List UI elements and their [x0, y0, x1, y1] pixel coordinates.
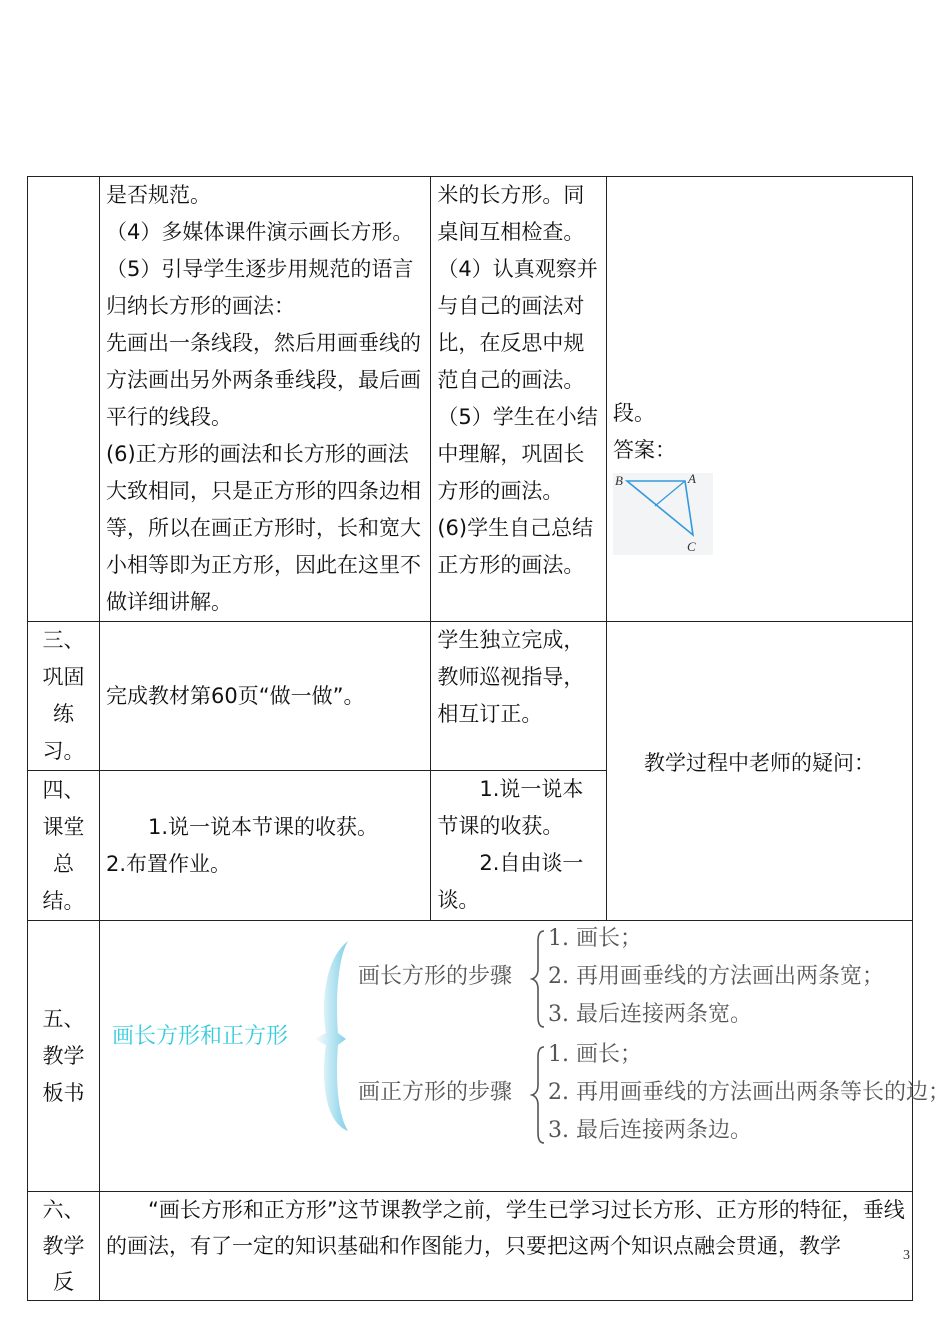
brace-icon [532, 1047, 544, 1143]
lesson-plan-table [27, 176, 950, 1301]
section-cell: 三、巩固练习。 [28, 622, 100, 771]
student-line: （4）认真观察并与自己的画法对比，在反思中规范自己的画法。 [437, 257, 598, 392]
section-cell: 六、教学反 [28, 1192, 100, 1301]
page-number: 3 [903, 1248, 910, 1263]
student-line: 1.说一说本节课的收获。 [437, 777, 584, 838]
step-line: 3. 最后连接两条宽。 [547, 1002, 752, 1027]
table-row [28, 622, 913, 771]
student-line: (6)学生自己总结正方形的画法。 [437, 516, 594, 577]
step-line: 2. 再用画垂线的方法画出两条等长的边； [547, 1080, 950, 1105]
student-line: 学生独立完成，教师巡视指导，相互订正。 [437, 628, 585, 726]
notes-line: 段。 [613, 401, 656, 425]
figure-label-c: C [687, 539, 696, 554]
table-row [28, 177, 913, 622]
teacher-line: 2.布置作业。 [105, 851, 232, 876]
notes-cell [607, 177, 913, 622]
figure-label-b: B [615, 473, 623, 488]
board-cell [99, 921, 950, 1192]
triangle-figure [613, 473, 713, 555]
reflection-text: “画长方形和正方形”这节课教学之前，学生已学习过长方形、正方形的特征，垂线的画法，有了一定的知识基础和作图能力，只要把这两个知识点融会贯通，教学 [105, 1198, 905, 1258]
section-cell: 五、教学板书 [28, 921, 100, 1192]
teacher-line: 先画出一条线段，然后用画垂线的方法画出另外两条垂线段，最后画平行的线段。 [105, 331, 421, 429]
teacher-activity-cell [99, 771, 430, 921]
notes-question-label: 教学过程中老师的疑问： [644, 751, 876, 775]
section-cell: 四、课堂总结。 [28, 771, 100, 921]
teacher-line: 完成教材第60页“做一做”。 [105, 683, 365, 708]
group-label-square: 画正方形的步骤 [357, 1080, 512, 1105]
teacher-line: (6)正方形的画法和长方形的画法大致相同，只是正方形的四条边相等，所以在画正方形时，长和宽大小相等即为正方形，因此在这里不做详细讲解。 [105, 442, 421, 614]
teacher-line: （4）多媒体课件演示画长方形。 [105, 220, 414, 244]
step-line: 3. 最后连接两条边。 [547, 1118, 752, 1143]
student-activity-cell [431, 771, 607, 921]
student-activity-cell [431, 177, 607, 622]
board-title: 画长方形和正方形 [111, 1024, 288, 1049]
step-line: 2. 再用画垂线的方法画出两条宽； [547, 964, 884, 989]
big-brace-icon [314, 941, 348, 1131]
step-line: 1. 画长； [547, 926, 642, 951]
reflection-cell [99, 1192, 912, 1301]
student-activity-cell [431, 622, 607, 771]
section-cell [28, 177, 100, 622]
notes-cell-merged [607, 622, 913, 921]
blackboard-diagram [100, 921, 950, 1179]
teacher-line: （5）引导学生逐步用规范的语言归纳长方形的画法： [105, 257, 414, 318]
student-line: 米的长方形。同桌间互相检查。 [437, 183, 585, 244]
teacher-activity-cell [99, 177, 430, 622]
brace-icon [532, 931, 544, 1027]
student-line: （5）学生在小结中理解，巩固长方形的画法。 [437, 405, 598, 503]
notes-line: 答案： [613, 438, 677, 462]
teacher-line: 1.说一说本节课的收获。 [147, 814, 379, 839]
figure-label-a: A [688, 471, 696, 486]
step-line: 1. 画长； [547, 1042, 642, 1067]
group-label-rect: 画长方形的步骤 [357, 964, 512, 989]
teacher-line: 是否规范。 [105, 183, 211, 207]
table-row [28, 1192, 913, 1301]
table-row [28, 921, 913, 1192]
student-line: 2.自由谈一谈。 [437, 851, 584, 912]
teacher-activity-cell [99, 622, 430, 771]
